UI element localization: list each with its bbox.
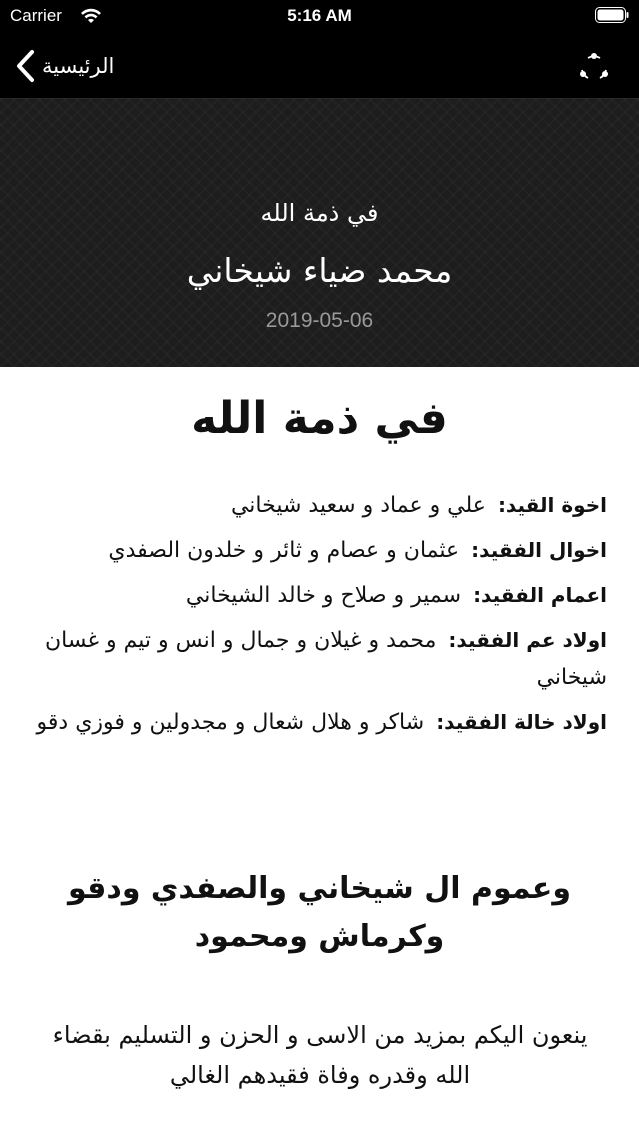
share-icon[interactable]: [579, 52, 609, 82]
status-time: 5:16 AM: [287, 6, 352, 25]
family-label: اخوال الفقيد:: [471, 538, 607, 562]
condolence-message: ينعون اليكم بمزيد من الاسى و الحزن و التسليم بقضاء الله وقدره وفاة فقيدهم الغالي: [52, 1021, 588, 1089]
family-label: اولاد عم الفقيد:: [448, 628, 607, 652]
navigation-bar: [0, 34, 639, 99]
status-bar: [0, 0, 639, 34]
family-value: عثمان و عصام و ثائر و خلدون الصفدي: [108, 538, 460, 563]
family-label: اعمام الفقيد:: [473, 583, 607, 607]
family-value: شاكر و هلال شعال و مجدولين و فوزي دقو: [36, 710, 425, 735]
family-label: اخوة القيد:: [497, 493, 607, 517]
header-banner: [0, 99, 639, 367]
content-title: في ذمة الله: [191, 393, 448, 444]
announcement-content: [0, 367, 639, 1136]
family-row-maternal-uncles: [27, 532, 607, 569]
announcement-date: 2019-05-06: [265, 309, 374, 332]
back-label: الرئيسية: [42, 54, 115, 78]
family-label: اولاد خالة الفقيد:: [436, 710, 607, 734]
family-row-brothers: [27, 487, 607, 524]
family-value: محمد و غيلان و جمال و انس و تيم و غسان شيخاني: [44, 628, 607, 690]
deceased-name: محمد ضياء شيخاني: [186, 251, 453, 290]
family-list: [27, 487, 607, 749]
chevron-left-icon: [14, 49, 36, 83]
family-row-paternal-uncles: [27, 577, 607, 614]
family-row-cousins: [27, 622, 607, 696]
family-value: علي و عماد و سعيد شيخاني: [230, 493, 486, 518]
families-line: وعموم ال شيخاني والصفدي ودقو وكرماش ومحمود: [67, 871, 572, 954]
carrier-label: Carrier: [10, 6, 62, 25]
header-subtitle: في ذمة الله: [260, 199, 379, 227]
battery-icon: [595, 7, 629, 23]
family-value: سمير و صلاح و خالد الشيخاني: [185, 583, 462, 608]
back-button[interactable]: [14, 48, 114, 84]
family-row-maternal-cousins: [27, 704, 607, 741]
